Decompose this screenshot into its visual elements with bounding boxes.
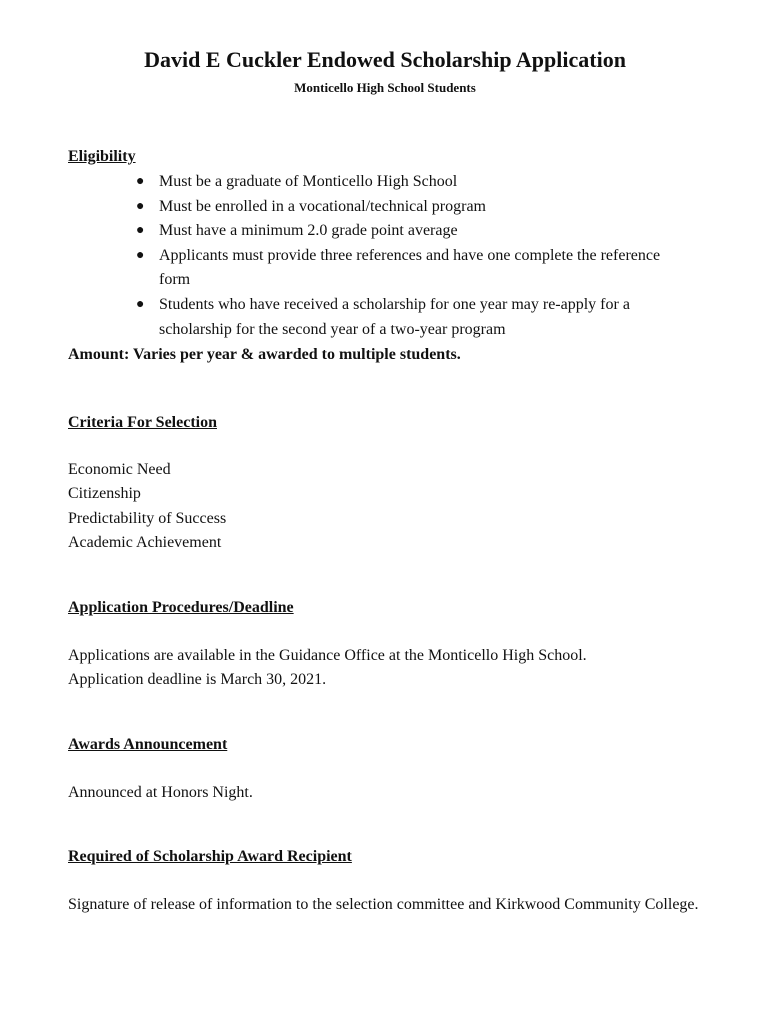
eligibility-heading: Eligibility: [68, 148, 136, 165]
procedures-heading: Application Procedures/Deadline: [68, 599, 294, 616]
list-item: Academic Achievement: [68, 533, 222, 551]
required-text: Signature of release of information to the selection committee and Kirkwood Community College.: [68, 896, 699, 913]
criteria-list: [68, 458, 226, 555]
list-item: ● Applicants must provide three references and have one complete the reference form: [130, 244, 690, 293]
bullet-icon: ●: [136, 174, 145, 189]
bullet-icon: ●: [136, 247, 145, 263]
page-title: David E Cuckler Endowed Scholarship Application: [144, 47, 626, 72]
bullet-icon: ●: [136, 198, 145, 214]
page-subtitle: Monticello High School Students: [294, 80, 476, 95]
awards-heading: Awards Announcement: [68, 736, 228, 753]
list-item: Citizenship: [68, 485, 141, 503]
list-item: Economic Need: [68, 461, 171, 478]
bullet-icon: ●: [136, 223, 145, 239]
required-heading: Required of Scholarship Award Recipient: [68, 848, 352, 865]
criteria-heading: Criteria For Selection: [68, 414, 217, 431]
awards-text: Announced at Honors Night.: [68, 784, 253, 801]
bullet-icon: ●: [136, 296, 145, 312]
amount-text: Amount: Varies per year & awarded to multiple students.: [68, 346, 461, 363]
eligibility-list: [130, 170, 690, 342]
list-item: Predictability of Success: [68, 509, 227, 527]
list-item: ● Must be a graduate of Monticello High School: [130, 170, 690, 195]
list-item: ● Must have a minimum 2.0 grade point average: [130, 219, 690, 244]
procedures-availability: Applications are available in the Guidance Office at the Monticello High School.: [68, 647, 587, 664]
list-item: ● Students who have received a scholarship for one year may re-apply for a scholarship for the second year of a two-year program: [130, 293, 690, 342]
list-item: ● Must be enrolled in a vocational/technical program: [130, 195, 690, 220]
procedures-deadline: Application deadline is March 30, 2021.: [68, 671, 327, 688]
